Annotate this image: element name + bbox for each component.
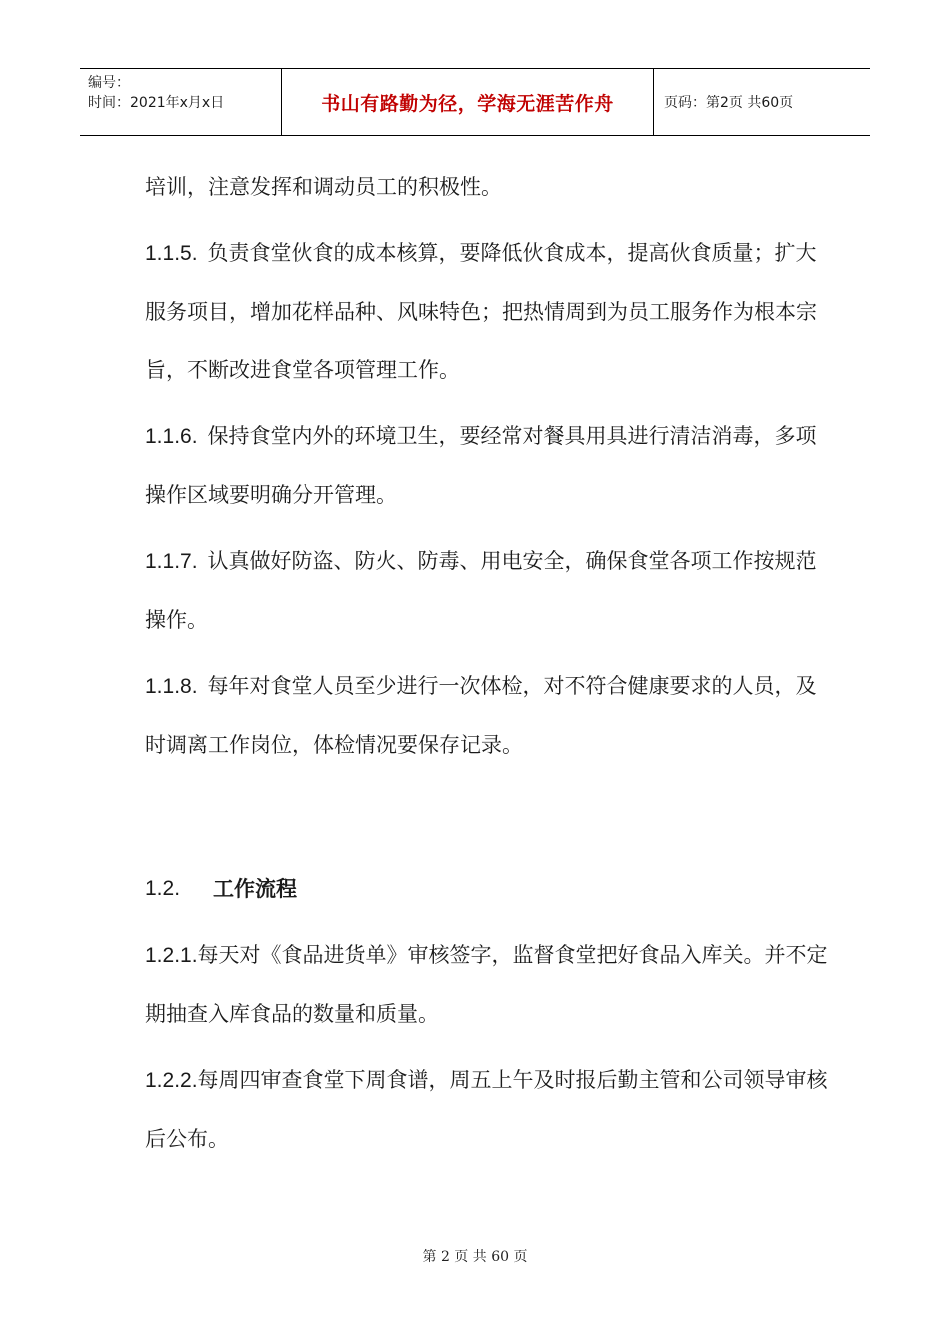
- section-heading: [145, 860, 835, 918]
- document-date: 时间：2021年x月x日: [88, 95, 225, 111]
- paragraph-1-1-5: [145, 224, 835, 399]
- footer-page-number: 第 2 页 共 60 页: [422, 1249, 528, 1265]
- paragraph-text: 每周四审查食堂下周食谱，周五上午及时报后勤主管和公司领导审核后公布。: [145, 1068, 828, 1151]
- paragraph-1-1-6: [145, 407, 835, 524]
- paragraph-text: 每年对食堂人员至少进行一次体检，对不符合健康要求的人员，及时调离工作岗位，体检情况要保存记录。: [145, 674, 817, 757]
- paragraph-1-2-1: [145, 926, 835, 1043]
- header-page-info-cell: [654, 69, 870, 135]
- paragraph-text: 每天对《食品进货单》审核签字，监督食堂把好食品入库关。并不定期抽查入库食品的数量和质量。: [145, 943, 828, 1026]
- paragraph-text: 负责食堂伙食的成本核算，要降低伙食成本，提高伙食质量；扩大服务项目，增加花样品种、风味特色；把热情周到为员工服务作为根本宗旨，不断改进食堂各项管理工作。: [145, 241, 817, 382]
- paragraph-1-1-8: [145, 657, 835, 774]
- page-header: [80, 68, 870, 136]
- paragraph-number: 1.2.1.: [145, 944, 198, 967]
- header-page-info: 页码：第2页 共60页: [664, 95, 794, 111]
- paragraph-number: 1.1.7.: [145, 550, 198, 573]
- paragraph-1-1-7: [145, 532, 835, 649]
- paragraph-continuation: [145, 158, 835, 216]
- header-motto-cell: [282, 69, 654, 135]
- header-meta: [80, 69, 282, 135]
- paragraph-number: 1.1.8.: [145, 675, 198, 698]
- paragraph-number: 1.1.5.: [145, 242, 198, 265]
- paragraph-1-2-2: [145, 1051, 835, 1168]
- page-footer: [0, 1246, 950, 1266]
- document-number: 编号：: [88, 75, 130, 91]
- paragraph-text: 认真做好防盗、防火、防毒、用电安全，确保食堂各项工作按规范操作。: [145, 549, 817, 632]
- section-spacer: [145, 782, 835, 860]
- paragraph-number: 1.1.6.: [145, 425, 198, 448]
- paragraph-text: 培训，注意发挥和调动员工的积极性。: [145, 175, 502, 199]
- section-number: 1.2.: [145, 877, 181, 900]
- document-body: [145, 158, 835, 1176]
- paragraph-number: 1.2.2.: [145, 1069, 198, 1092]
- section-title: 工作流程: [213, 877, 297, 901]
- paragraph-text: 保持食堂内外的环境卫生，要经常对餐具用具进行清洁消毒，多项操作区域要明确分开管理。: [145, 424, 817, 507]
- header-motto: 书山有路勤为径，学海无涯苦作舟: [321, 92, 614, 115]
